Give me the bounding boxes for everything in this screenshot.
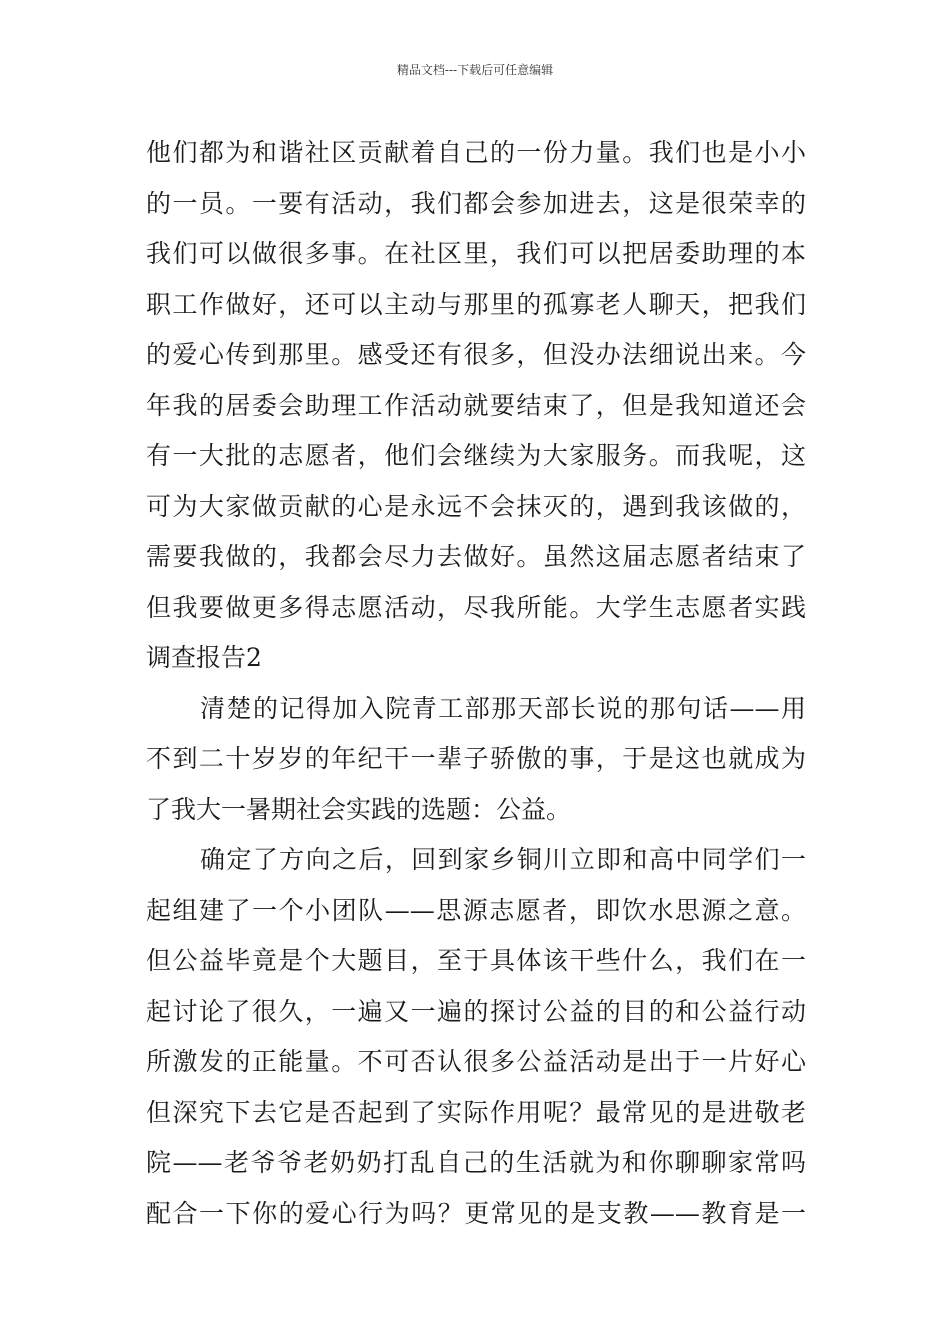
text-line: 了我大一暑期社会实践的选题：公益。 bbox=[146, 794, 572, 824]
text-line: 需要我做的，我都会尽力去做好。虽然这届志愿者结束了 bbox=[146, 542, 806, 571]
text-line: 有一大批的志愿者，他们会继续为大家服务。而我呢，这 bbox=[146, 441, 806, 470]
text-line: 但公益毕竟是个大题目，至于具体该干些什么，我们在一 bbox=[146, 946, 806, 975]
text-line: 调查报告2 bbox=[146, 643, 262, 672]
text-line: 配合一下你的爱心行为吗？更常见的是支教——教育是一 bbox=[146, 1198, 806, 1228]
text-line: 但我要做更多得志愿活动，尽我所能。大学生志愿者实践 bbox=[146, 592, 806, 622]
text-line: 确定了方向之后，回到家乡铜川立即和高中同学们一 bbox=[200, 845, 806, 874]
text-line: 的爱心传到那里。感受还有很多，但没办法细说出来。今 bbox=[146, 340, 806, 369]
text-line: 所激发的正能量。不可否认很多公益活动是出于一片好心 bbox=[146, 1047, 806, 1076]
document-body bbox=[146, 128, 806, 1239]
text-line: 可为大家做贡献的心是永远不会抹灭的，遇到我该做的， bbox=[146, 491, 806, 521]
text-line: 年我的居委会助理工作活动就要结束了，但是我知道还会 bbox=[146, 390, 806, 420]
text-line: 院——老爷爷老奶奶打乱自己的生活就为和你聊聊家常吗 bbox=[146, 1148, 806, 1177]
text-line: 的一员。一要有活动，我们都会参加进去，这是很荣幸的 bbox=[146, 188, 806, 218]
text-line: 起讨论了很久，一遍又一遍的探讨公益的目的和公益行动 bbox=[146, 996, 806, 1026]
text-line: 他们都为和谐社区贡献着自己的一份力量。我们也是小小 bbox=[146, 138, 806, 167]
page-header: 精品文档---下载后可任意编辑 bbox=[396, 63, 554, 77]
text-line: 清楚的记得加入院青工部那天部长说的那句话——用 bbox=[200, 693, 806, 723]
text-line: 但深究下去它是否起到了实际作用呢？最常见的是进敬老 bbox=[146, 1097, 806, 1127]
text-line: 我们可以做很多事。在社区里，我们可以把居委助理的本 bbox=[146, 239, 806, 268]
text-line: 职工作做好，还可以主动与那里的孤寡老人聊天，把我们 bbox=[146, 289, 806, 319]
text-line: 起组建了一个小团队——思源志愿者，即饮水思源之意。 bbox=[146, 895, 806, 925]
text-line: 不到二十岁岁的年纪干一辈子骄傲的事，于是这也就成为 bbox=[146, 744, 806, 773]
